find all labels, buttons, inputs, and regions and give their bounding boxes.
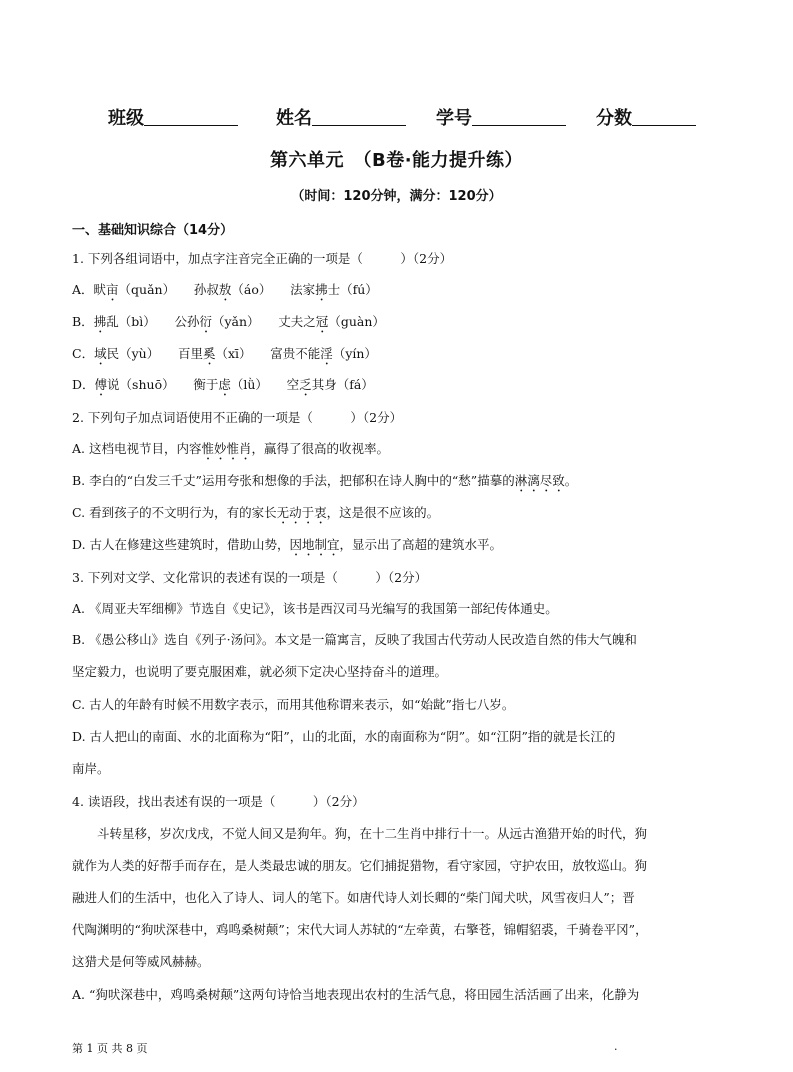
q2-option-d[interactable]: D. 古人在修建这些建筑时，借助山势，因地制宜，显示出了高超的建筑水平。 [72, 537, 503, 552]
q3-option-b-line2: 坚定毅力，也说明了要克服困难，就必须下定决心坚持奋斗的道理。 [72, 664, 448, 679]
q1-option-c[interactable]: C．域民（yù） 百里奚（xī） 富贵不能淫（yín） [72, 346, 377, 361]
q3-option-d-line2: 南岸。 [72, 761, 110, 776]
page-number: 第 1 页 共 8 页 [72, 1042, 148, 1055]
q1-stem: 1. 下列各组词语中，加点字注音完全正确的一项是（ ）（2分） [72, 251, 453, 266]
class-blank[interactable] [144, 107, 238, 126]
q2-stem: 2. 下列句子加点词语使用不正确的一项是（ ）（2分） [72, 410, 403, 425]
q4-passage-line4: 代陶渊明的“狗吠深巷中，鸡鸣桑树颠”；宋代大词人苏轼的“左牵黄，右擎苍，锦帽貂裘，千骑卷平冈”， [72, 922, 648, 937]
q3-option-b-line1[interactable]: B. 《愚公移山》选自《列子·汤问》。本文是一篇寓言，反映了我国古代劳动人民改造自然的伟大气魄和 [72, 632, 637, 647]
q1-option-a[interactable]: A．畎亩（quǎn） 孙叔敖（áo） 法家拂士（fú） [72, 282, 378, 297]
class-field[interactable] [108, 104, 238, 130]
q4-passage-line5: 这猎犬是何等威风赫赫。 [72, 954, 210, 969]
q4-stem: 4. 读语段，找出表述有误的一项是（ ）（2分） [72, 794, 365, 809]
q1-option-d[interactable]: D．傅说（shuō） 衡于虑（lǜ） 空乏其身（fá） [72, 377, 374, 392]
q2-option-a[interactable]: A. 这档电视节目，内容惟妙惟肖，赢得了很高的收视率。 [72, 441, 390, 456]
q4-passage-line2: 就作为人类的好帮手而存在，是人类最忠诚的朋友。它们捕捉猎物，看守家园，守护农田，放牧巡山。狗 [72, 858, 648, 873]
q4-option-a[interactable]: A. “狗吠深巷中，鸡鸣桑树颠”这两句诗恰当地表现出农村的生活气息，将田园生活活画了出来，化静为 [72, 987, 640, 1002]
section-heading: 一、基础知识综合（14分） [72, 223, 234, 238]
score-label: 分数 [596, 108, 632, 129]
name-field[interactable] [276, 104, 406, 130]
q3-option-a[interactable]: A. 《周亚夫军细柳》节选自《史记》，该书是西汉司马光编写的我国第一部纪传体通史。 [72, 601, 558, 616]
student-id-blank[interactable] [472, 107, 566, 126]
name-label: 姓名 [276, 108, 312, 129]
student-id-field[interactable] [436, 104, 566, 130]
student-id-label: 学号 [436, 108, 472, 129]
q3-stem: 3. 下列对文学、文化常识的表述有误的一项是（ ）（2分） [72, 570, 428, 585]
q1-option-b[interactable]: B．拂乱（bì） 公孙衍（yǎn） 丈夫之冠（guàn） [72, 314, 385, 329]
score-blank[interactable] [632, 107, 696, 126]
q3-option-d-line1[interactable]: D. 古人把山的南面、水的北面称为“阳”，山的北面，水的南面称为“阴”。如“江阴”指的就是长江的 [72, 729, 616, 744]
q2-option-c[interactable]: C. 看到孩子的不文明行为，有的家长无动于衷，这是很不应该的。 [72, 505, 440, 520]
q4-passage-line3: 融进人们的生活中，也化入了诗人、词人的笔下。如唐代诗人刘长卿的“柴门闻犬吠，风雪夜归人”；晋 [72, 890, 635, 905]
q2-option-b[interactable]: B. 李白的“白发三千丈”运用夸张和想像的手法，把郁积在诗人胸中的“愁”描摹的淋漓尽致。 [72, 473, 578, 488]
footer-dot: . [614, 1040, 618, 1053]
student-info-row [108, 104, 708, 130]
name-blank[interactable] [312, 107, 406, 126]
q4-passage-line1: 斗转星移，岁次戊戌，不觉人间又是狗年。狗，在十二生肖中排行十一。从远古渔猎开始的时代，狗 [72, 826, 648, 841]
unit-title: 第六单元 （B卷·能力提升练） [269, 150, 524, 171]
q3-option-c[interactable]: C. 古人的年龄有时候不用数字表示，而用其他称谓来表示，如“始龀”指七八岁。 [72, 697, 515, 712]
exam-subtitle: （时间：120分钟，满分：120分） [291, 189, 502, 204]
class-label: 班级 [108, 108, 144, 129]
score-field[interactable] [596, 104, 696, 130]
